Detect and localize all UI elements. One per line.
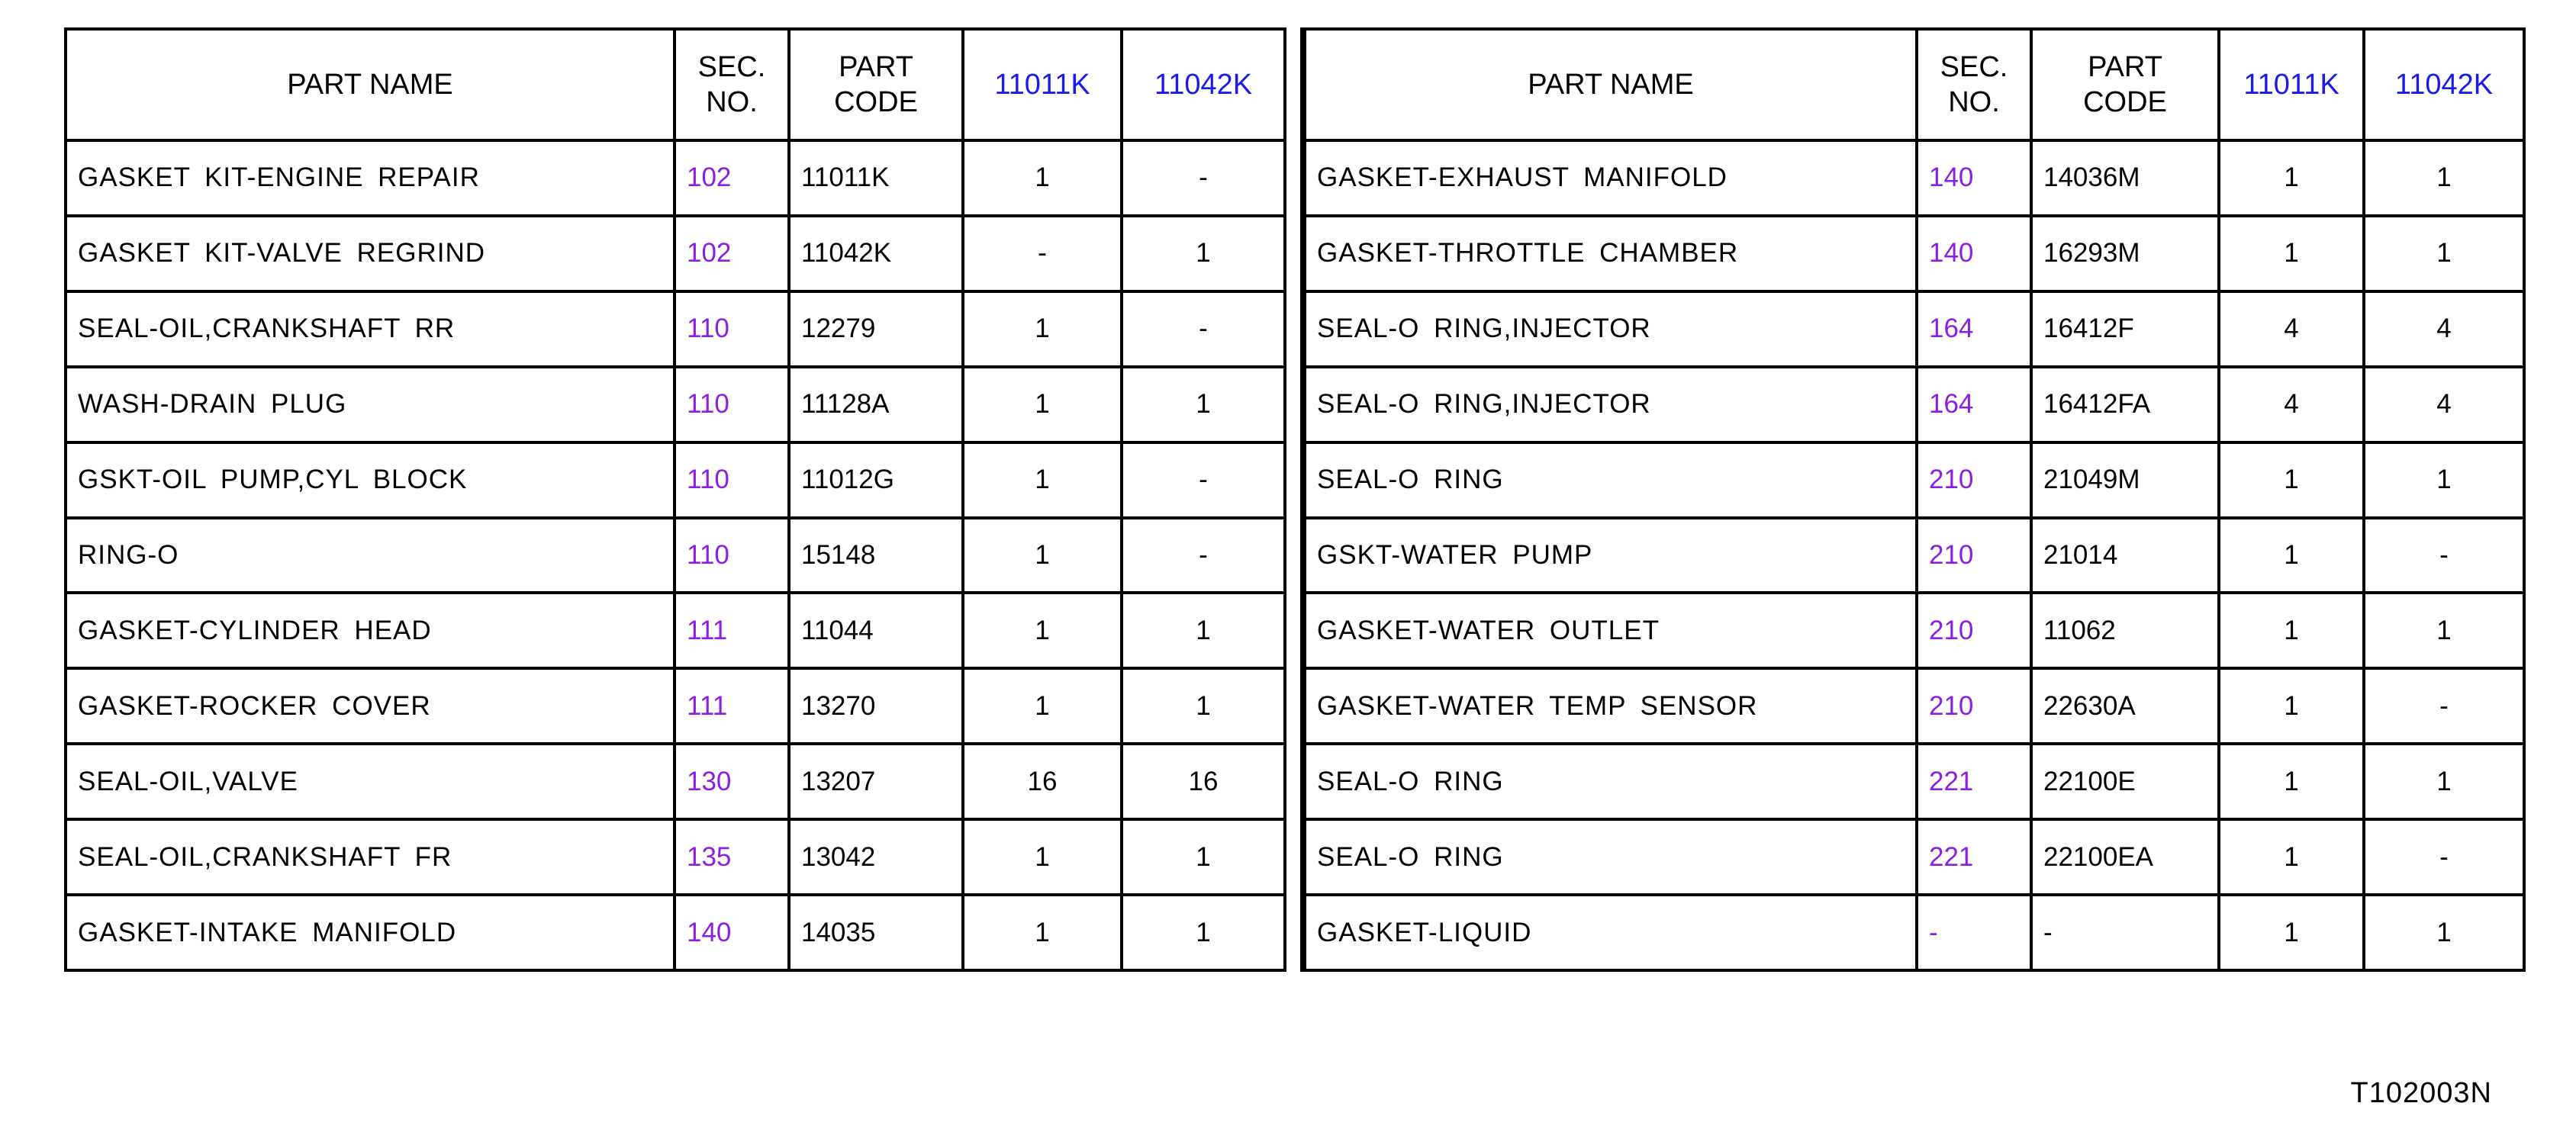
- qty-11042k-cell: 1: [1122, 819, 1285, 895]
- part-code-cell: 16293M: [2031, 216, 2219, 291]
- left-table-body: [66, 140, 1285, 970]
- qty-11011k-cell: 1: [2219, 216, 2364, 291]
- section-number-cell: 140: [1917, 216, 2031, 291]
- section-number-cell: 110: [675, 367, 789, 442]
- qty-11011k-cell: 1: [963, 291, 1122, 367]
- parts-table-right: [1303, 27, 2526, 972]
- part-code-cell: 22100EA: [2031, 819, 2219, 895]
- section-number-cell: 135: [675, 819, 789, 895]
- part-name-cell: GASKET-CYLINDER HEAD: [66, 593, 675, 668]
- part-code-cell: 14036M: [2031, 140, 2219, 216]
- part-name-cell: SEAL-O RING: [1305, 744, 1917, 819]
- part-name-cell: GASKET-WATER OUTLET: [1305, 593, 1917, 668]
- table-row: [1305, 744, 2524, 819]
- part-name-cell: WASH-DRAIN PLUG: [66, 367, 675, 442]
- qty-11011k-cell: 1: [963, 518, 1122, 593]
- header-row: [1305, 29, 2524, 140]
- qty-11042k-cell: 4: [2364, 367, 2524, 442]
- qty-11042k-cell: 1: [1122, 668, 1285, 744]
- qty-11011k-cell: 1: [2219, 819, 2364, 895]
- parts-table-left: [64, 27, 1286, 972]
- part-code-cell: 21049M: [2031, 442, 2219, 518]
- part-name-cell: SEAL-O RING: [1305, 819, 1917, 895]
- qty-11042k-cell: -: [2364, 518, 2524, 593]
- part-code-cell: 22100E: [2031, 744, 2219, 819]
- table-row: [66, 216, 1285, 291]
- header-model-11042k: 11042K: [1122, 29, 1285, 140]
- qty-11011k-cell: 1: [963, 819, 1122, 895]
- right-table-body: [1305, 140, 2524, 970]
- header-sec-no: SEC. NO.: [675, 29, 789, 140]
- qty-11011k-cell: 1: [2219, 442, 2364, 518]
- qty-11011k-cell: 1: [2219, 140, 2364, 216]
- part-code-cell: 16412FA: [2031, 367, 2219, 442]
- part-name-cell: GSKT-WATER PUMP: [1305, 518, 1917, 593]
- qty-11042k-cell: 16: [1122, 744, 1285, 819]
- qty-11042k-cell: 1: [2364, 216, 2524, 291]
- qty-11011k-cell: 1: [963, 140, 1122, 216]
- part-code-cell: 22630A: [2031, 668, 2219, 744]
- part-code-cell: 13270: [789, 668, 963, 744]
- section-number-cell: 210: [1917, 593, 2031, 668]
- table-row: [66, 668, 1285, 744]
- part-name-cell: SEAL-O RING,INJECTOR: [1305, 367, 1917, 442]
- part-code-cell: 21014: [2031, 518, 2219, 593]
- part-code-cell: 11012G: [789, 442, 963, 518]
- part-code-cell: 15148: [789, 518, 963, 593]
- part-code-cell: -: [2031, 895, 2219, 970]
- part-name-cell: SEAL-O RING,INJECTOR: [1305, 291, 1917, 367]
- part-code-cell: 11011K: [789, 140, 963, 216]
- qty-11011k-cell: 1: [2219, 668, 2364, 744]
- qty-11042k-cell: -: [2364, 668, 2524, 744]
- part-name-cell: GASKET-ROCKER COVER: [66, 668, 675, 744]
- table-row: [1305, 442, 2524, 518]
- section-number-cell: 210: [1917, 518, 2031, 593]
- section-number-cell: 130: [675, 744, 789, 819]
- qty-11011k-cell: 1: [2219, 895, 2364, 970]
- table-row: [1305, 895, 2524, 970]
- qty-11011k-cell: 16: [963, 744, 1122, 819]
- qty-11042k-cell: 1: [2364, 744, 2524, 819]
- table-row: [66, 291, 1285, 367]
- part-name-cell: GASKET KIT-ENGINE REPAIR: [66, 140, 675, 216]
- part-code-cell: 16412F: [2031, 291, 2219, 367]
- section-number-cell: 210: [1917, 668, 2031, 744]
- table-row: [66, 140, 1285, 216]
- section-number-cell: 102: [675, 216, 789, 291]
- section-number-cell: 221: [1917, 744, 2031, 819]
- qty-11042k-cell: 1: [1122, 367, 1285, 442]
- section-number-cell: 164: [1917, 367, 2031, 442]
- parts-table-container: [64, 27, 2523, 972]
- qty-11042k-cell: 1: [1122, 895, 1285, 970]
- section-number-cell: 110: [675, 518, 789, 593]
- section-number-cell: 110: [675, 291, 789, 367]
- table-row: [1305, 291, 2524, 367]
- section-number-cell: 221: [1917, 819, 2031, 895]
- part-name-cell: SEAL-OIL,CRANKSHAFT RR: [66, 291, 675, 367]
- section-number-cell: 110: [675, 442, 789, 518]
- part-code-cell: 13207: [789, 744, 963, 819]
- qty-11011k-cell: 4: [2219, 291, 2364, 367]
- part-name-cell: GASKET-LIQUID: [1305, 895, 1917, 970]
- qty-11011k-cell: 1: [963, 442, 1122, 518]
- qty-11011k-cell: 1: [963, 668, 1122, 744]
- part-code-cell: 12279: [789, 291, 963, 367]
- section-number-cell: 164: [1917, 291, 2031, 367]
- qty-11042k-cell: 1: [1122, 593, 1285, 668]
- section-number-cell: 140: [1917, 140, 2031, 216]
- section-number-cell: 111: [675, 668, 789, 744]
- header-part-name: PART NAME: [66, 29, 675, 140]
- part-name-cell: GASKET-INTAKE MANIFOLD: [66, 895, 675, 970]
- table-row: [1305, 367, 2524, 442]
- qty-11042k-cell: 1: [2364, 140, 2524, 216]
- part-name-cell: SEAL-O RING: [1305, 442, 1917, 518]
- header-model-11042k: 11042K: [2364, 29, 2524, 140]
- part-name-cell: GASKET-THROTTLE CHAMBER: [1305, 216, 1917, 291]
- table-row: [1305, 668, 2524, 744]
- table-row: [66, 819, 1285, 895]
- qty-11042k-cell: 1: [2364, 895, 2524, 970]
- qty-11042k-cell: -: [1122, 291, 1285, 367]
- table-row: [66, 593, 1285, 668]
- qty-11042k-cell: 1: [1122, 216, 1285, 291]
- qty-11011k-cell: 1: [963, 895, 1122, 970]
- header-model-11011k: 11011K: [2219, 29, 2364, 140]
- part-name-cell: SEAL-OIL,CRANKSHAFT FR: [66, 819, 675, 895]
- header-sec-no: SEC. NO.: [1917, 29, 2031, 140]
- table-row: [1305, 216, 2524, 291]
- section-number-cell: 111: [675, 593, 789, 668]
- part-name-cell: SEAL-OIL,VALVE: [66, 744, 675, 819]
- header-model-11011k: 11011K: [963, 29, 1122, 140]
- header-part-name: PART NAME: [1305, 29, 1917, 140]
- header-row: [66, 29, 1285, 140]
- part-name-cell: RING-O: [66, 518, 675, 593]
- header-part-code: PART CODE: [789, 29, 963, 140]
- qty-11042k-cell: -: [1122, 518, 1285, 593]
- qty-11011k-cell: 1: [963, 367, 1122, 442]
- section-number-cell: 210: [1917, 442, 2031, 518]
- part-name-cell: GASKET KIT-VALVE REGRIND: [66, 216, 675, 291]
- double-rule-divider: [1283, 27, 1303, 972]
- qty-11011k-cell: 1: [2219, 744, 2364, 819]
- qty-11011k-cell: 1: [963, 593, 1122, 668]
- part-code-cell: 11128A: [789, 367, 963, 442]
- header-part-code: PART CODE: [2031, 29, 2219, 140]
- qty-11011k-cell: -: [963, 216, 1122, 291]
- qty-11042k-cell: -: [1122, 140, 1285, 216]
- qty-11042k-cell: 1: [2364, 593, 2524, 668]
- qty-11011k-cell: 1: [2219, 593, 2364, 668]
- qty-11011k-cell: 1: [2219, 518, 2364, 593]
- part-code-cell: 11042K: [789, 216, 963, 291]
- table-row: [66, 367, 1285, 442]
- section-number-cell: -: [1917, 895, 2031, 970]
- qty-11042k-cell: -: [2364, 819, 2524, 895]
- document-id: T102003N: [2350, 1077, 2492, 1109]
- qty-11042k-cell: 4: [2364, 291, 2524, 367]
- table-row: [1305, 593, 2524, 668]
- table-row: [1305, 819, 2524, 895]
- qty-11011k-cell: 4: [2219, 367, 2364, 442]
- part-name-cell: GASKET-WATER TEMP SENSOR: [1305, 668, 1917, 744]
- section-number-cell: 102: [675, 140, 789, 216]
- table-row: [66, 744, 1285, 819]
- section-number-cell: 140: [675, 895, 789, 970]
- part-code-cell: 14035: [789, 895, 963, 970]
- qty-11042k-cell: -: [1122, 442, 1285, 518]
- part-code-cell: 11062: [2031, 593, 2219, 668]
- part-name-cell: GASKET-EXHAUST MANIFOLD: [1305, 140, 1917, 216]
- qty-11042k-cell: 1: [2364, 442, 2524, 518]
- table-row: [66, 442, 1285, 518]
- table-row: [66, 518, 1285, 593]
- table-row: [66, 895, 1285, 970]
- part-code-cell: 11044: [789, 593, 963, 668]
- part-name-cell: GSKT-OIL PUMP,CYL BLOCK: [66, 442, 675, 518]
- part-code-cell: 13042: [789, 819, 963, 895]
- table-row: [1305, 518, 2524, 593]
- table-row: [1305, 140, 2524, 216]
